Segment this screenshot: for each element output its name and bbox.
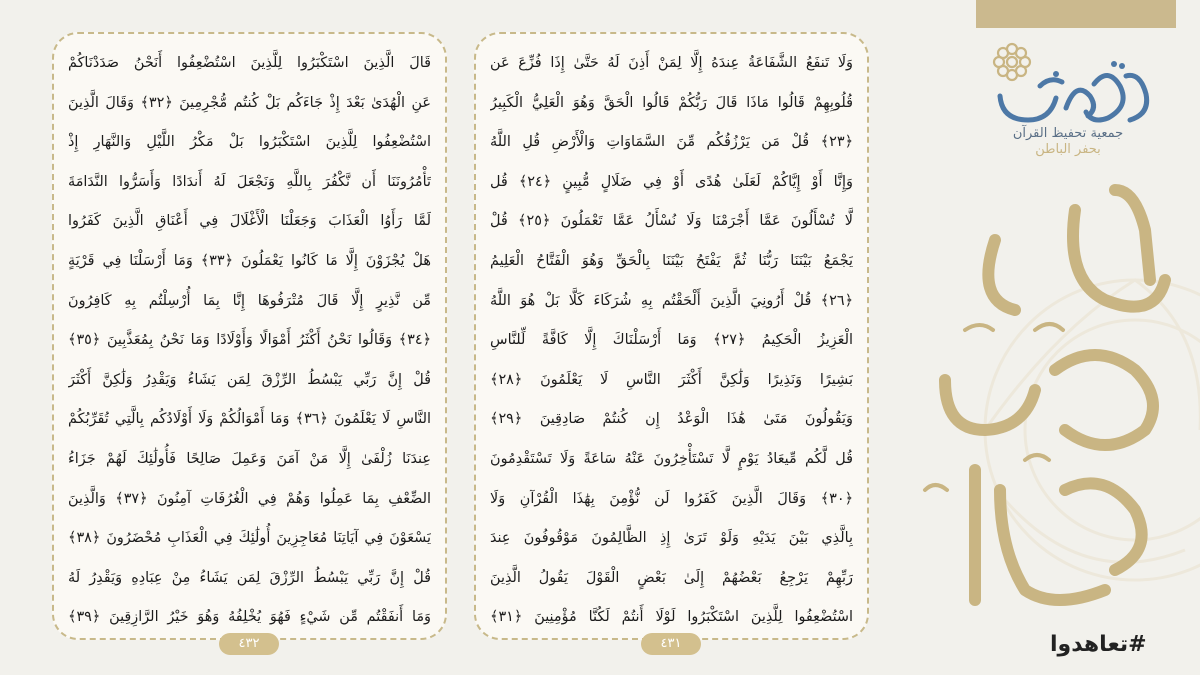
page-number: ٤٣١ <box>641 633 701 655</box>
taahadu-calligraphy <box>905 170 1200 630</box>
verse-line: اسْتُضْعِفُوا لِلَّذِينَ اسْتَكْبَرُوا بَلْ مَكْرُ اللَّيْلِ وَالنَّهَارِ إِذْ <box>68 134 431 151</box>
verse-line: بَشِيرًا وَنَذِيرًا وَلَٰكِنَّ أَكْثَرَ النَّاسِ لَا يَعْلَمُونَ ﴿٢٨﴾ <box>490 371 853 388</box>
mushaf-page-431 <box>474 32 869 640</box>
verse-line: الضِّعْفِ بِمَا عَمِلُوا وَهُمْ فِي الْغُرُفَاتِ آمِنُونَ ﴿٣٧﴾ وَالَّذِينَ <box>68 490 431 507</box>
page-number: ٤٣٢ <box>219 633 279 655</box>
verse-line: قَالَ الَّذِينَ اسْتَكْبَرُوا لِلَّذِينَ اسْتُضْعِفُوا أَنَحْنُ صَدَدْنَاكُمْ <box>68 55 431 71</box>
verse-line: قُلْ إِنَّ رَبِّي يَبْسُطُ الرِّزْقَ لِمَن يَشَاءُ وَيَقْدِرُ وَلَٰكِنَّ أَكْثَرَ <box>68 371 431 388</box>
verse-line: مِّن نَّذِيرٍ إِلَّا قَالَ مُتْرَفُوهَا إِنَّا بِمَا أُرْسِلْتُم بِهِ كَافِرُونَ <box>68 292 431 309</box>
verse-line: لَّا تُسْأَلُونَ عَمَّا أَجْرَمْنَا وَلَا نُسْأَلُ عَمَّا تَعْمَلُونَ ﴿٢٥﴾ قُلْ <box>490 213 853 230</box>
verse-line: لَمَّا رَأَوُا الْعَذَابَ وَجَعَلْنَا الْأَغْلَالَ فِي أَعْنَاقِ الَّذِينَ كَفَرُوا <box>68 213 431 230</box>
verse-line: وَإِنَّا أَوْ إِيَّاكُمْ لَعَلَىٰ هُدًى أَوْ فِي ضَلَالٍ مُّبِينٍ ﴿٢٤﴾ قُل <box>490 173 853 190</box>
verse-line: قُلُوبِهِمْ قَالُوا مَاذَا قَالَ رَبُّكُمْ قَالُوا الْحَقَّ وَهُوَ الْعَلِيُّ الْكَبِيرُ <box>490 94 853 111</box>
verse-line: عِندَنَا زُلْفَىٰ إِلَّا مَنْ آمَنَ وَعَمِلَ صَالِحًا فَأُولَٰئِكَ لَهُمْ جَزَاءُ <box>68 450 431 467</box>
verse-lines <box>68 44 431 626</box>
top-accent-bar <box>976 0 1176 28</box>
verse-line: يَسْعَوْنَ فِي آيَاتِنَا مُعَاجِزِينَ أُولَٰئِكَ فِي الْعَذَابِ مُحْضَرُونَ ﴿٣٨﴾ <box>68 530 431 547</box>
verse-line: ﴿٣٠﴾ وَقَالَ الَّذِينَ كَفَرُوا لَن نُّؤْمِنَ بِهَٰذَا الْقُرْآنِ وَلَا <box>490 490 853 507</box>
verse-line: ﴿٢٦﴾ قُلْ أَرُونِيَ الَّذِينَ أَلْحَقْتُم بِهِ شُرَكَاءَ كَلَّا بَلْ هُوَ اللَّهُ <box>490 292 853 309</box>
mushaf-page-432 <box>52 32 447 640</box>
verse-line: وَمَا أَنفَقْتُم مِّن شَيْءٍ فَهُوَ يُخْلِفُهُ وَهُوَ خَيْرُ الرَّازِقِينَ ﴿٣٩﴾ <box>68 609 431 626</box>
org-name-line2: بحفر الباطن <box>1035 142 1101 157</box>
verse-line: عَنِ الْهُدَىٰ بَعْدَ إِذْ جَاءَكُم بَلْ كُنتُم مُّجْرِمِينَ ﴿٣٢﴾ وَقَالَ الَّذِينَ <box>68 94 431 111</box>
organization-name <box>970 126 1166 158</box>
verse-line: وَيَقُولُونَ مَتَىٰ هَٰذَا الْوَعْدُ إِن كُنتُمْ صَادِقِينَ ﴿٢٩﴾ <box>490 411 853 428</box>
verse-lines <box>490 44 853 626</box>
verse-line: الْعَزِيزُ الْحَكِيمُ ﴿٢٧﴾ وَمَا أَرْسَلْنَاكَ إِلَّا كَافَّةً لِّلنَّاسِ <box>490 332 853 349</box>
verse-line: تَأْمُرُونَنَا أَن نَّكْفُرَ بِاللَّهِ وَنَجْعَلَ لَهُ أَندَادًا وَأَسَرُّوا النَّدَامَةَ <box>68 173 431 190</box>
verse-line: بِالَّذِي بَيْنَ يَدَيْهِ وَلَوْ تَرَىٰ إِذِ الظَّالِمُونَ مَوْقُوفُونَ عِندَ <box>490 530 853 547</box>
verse-line: قُلْ إِنَّ رَبِّي يَبْسُطُ الرِّزْقَ لِمَن يَشَاءُ مِنْ عِبَادِهِ وَيَقْدِرُ لَهُ <box>68 569 431 586</box>
org-name-line1: جمعية تحفيظ القرآن <box>1012 126 1124 141</box>
verse-line: يَجْمَعُ بَيْنَنَا رَبُّنَا ثُمَّ يَفْتَحُ بَيْنَنَا بِالْحَقِّ وَهُوَ الْفَتَّاحُ الْعَلِيمُ <box>490 252 853 269</box>
verse-line: رَبِّهِمْ يَرْجِعُ بَعْضُهُمْ إِلَىٰ بَعْضٍ الْقَوْلَ يَقُولُ الَّذِينَ <box>490 569 853 586</box>
taahadu-calligraphy-icon <box>905 170 1200 630</box>
verse-line: اسْتُضْعِفُوا لِلَّذِينَ اسْتَكْبَرُوا لَوْلَا أَنتُمْ لَكُنَّا مُؤْمِنِينَ ﴿٣١﴾ <box>490 609 853 626</box>
hashtag: #تعاهدوا <box>1050 632 1147 657</box>
verse-line: النَّاسِ لَا يَعْلَمُونَ ﴿٣٦﴾ وَمَا أَمْوَالُكُمْ وَلَا أَوْلَادُكُم بِالَّتِي تُقَرِّبُكُمْ <box>68 411 431 428</box>
verse-line: ﴿٣٤﴾ وَقَالُوا نَحْنُ أَكْثَرُ أَمْوَالًا وَأَوْلَادًا وَمَا نَحْنُ بِمُعَذَّبِينَ ﴿٣٥﴾ <box>68 332 431 349</box>
verse-line: ﴿٢٣﴾ قُلْ مَن يَرْزُقُكُم مِّنَ السَّمَاوَاتِ وَالْأَرْضِ قُلِ اللَّهُ <box>490 134 853 151</box>
verse-line: وَلَا تَنفَعُ الشَّفَاعَةُ عِندَهُ إِلَّا لِمَنْ أَذِنَ لَهُ حَتَّىٰ إِذَا فُزِّعَ عَن <box>490 55 853 71</box>
verse-line: هَلْ يُجْزَوْنَ إِلَّا مَا كَانُوا يَعْمَلُونَ ﴿٣٣﴾ وَمَا أَرْسَلْنَا فِي قَرْيَةٍ <box>68 252 431 269</box>
verse-line: قُل لَّكُم مِّيعَادُ يَوْمٍ لَّا تَسْتَأْخِرُونَ عَنْهُ سَاعَةً وَلَا تَسْتَقْدِمُونَ <box>490 450 853 467</box>
